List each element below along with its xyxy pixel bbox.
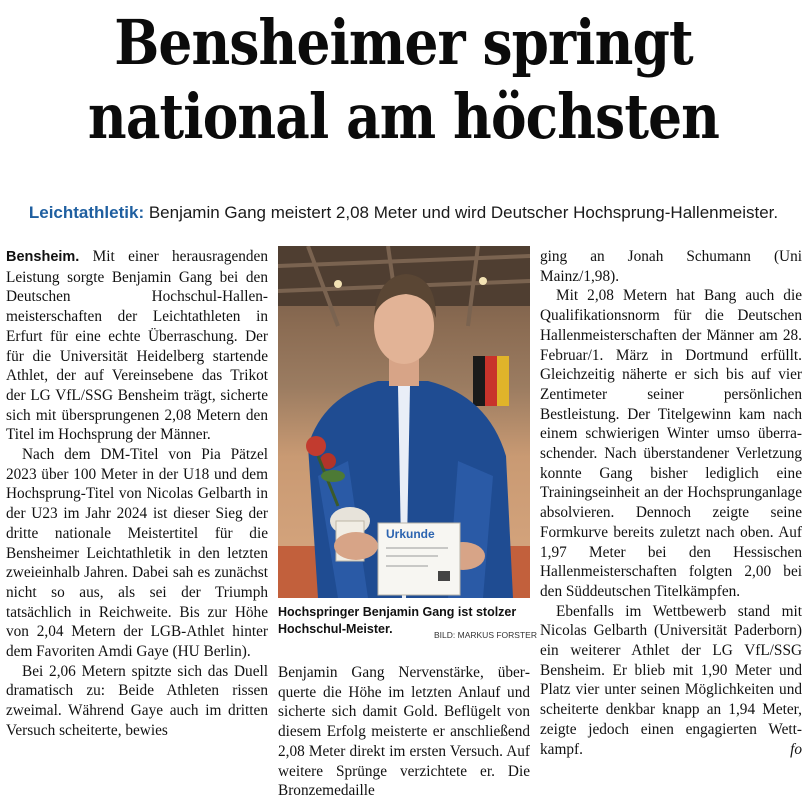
section-kicker: Leichtathletik: — [28, 203, 145, 222]
headline — [56, 6, 750, 154]
athlete-photo — [278, 246, 530, 598]
paragraph: Benjamin Gang Nervenstärke, überquerte die Höhe im letzten Anlauf und sicherte sich damit Gold. Beflügelt von diesem Erfolg meisterte er anschließend 2,08 Meter direkt im ersten Versuch. Auf weitere Sprünge verzichtete er. Die Bronzemedaille — [278, 664, 530, 800]
subheadline-text: Benjamin Gang meistert 2,08 Meter und wird Deutscher Hochsprung-Hallenmeister. — [144, 203, 779, 222]
paragraph: ging an Jonah Schumann (Uni Mainz/1,98). — [540, 248, 802, 285]
certificate-title: Urkunde — [386, 527, 435, 541]
paragraph: Mit 2,08 Metern hat Bang auch die Qualifikationsnorm für die Deutschen Hallenmeisterschaften der Männer am 28. Februar/1. März in Dortmund erfüllt. Gleichzeitig näherte er sich bis auf vier Zentimeter seiner persönlichen Bestleistung. Der Titelgewinn kam nach einem schwierigen Winter umso überraschender. Nach überstandener Verletzung konnte Gang bisher lediglich eine Trainingseinheit an der Hochsprunganlage absolvieren. Dennoch zeigte seine Formkurve bereits zuletzt nach oben. Auf 1,97 Meter bei den Hessischen Hallenmeisterschaften folgten 2,00 bei den Süddeutschen Titelkämpfen. — [540, 287, 802, 600]
article-column-3 — [540, 247, 802, 759]
subheadline — [0, 203, 807, 223]
headline-line-1: Bensheimer springt — [114, 6, 693, 79]
article-column-1 — [6, 247, 268, 741]
paragraph — [540, 602, 802, 760]
photo-caption: Hochspringer Benjamin Gang ist stolzer Hochschul-Meister. — [278, 605, 517, 636]
athlete-illustration — [278, 246, 530, 598]
article-column-2 — [278, 663, 530, 801]
dateline: Bensheim. — [6, 249, 80, 265]
paragraph-text: Ebenfalls im Wettbewerb stand mit Nicolas Gelbarth (Universität Paderborn) ein weiterer Athlet der LG VfL/SSG Bensheim. Er blieb mit 1,90 Meter und Platz vier unter seinen Möglichkeiten und scheiterte denkbar knapp an 1,94 Meter, zeigte jedoch einen engagierten Wettkampf. — [540, 602, 802, 758]
author-signature: fo — [790, 740, 802, 758]
paragraph: Nach dem DM-Titel von Pia Pätzel 2023 über 100 Meter in der U18 und dem Hochsprung-Titel von Nicolas Gelbarth in der U23 im Jahr 2024 ist dieser Sieg der dritte nationale Meistertitel für die Bensheimer Leichtathletik in den letzten zweieinhalb Jahren. Dabei sah es zunächst nicht so aus, als sei der Triumph tatsächlich in Reichweite. Bis zur Höhe von 2,04 Metern der LGB-Athlet hinter dem Favoriten Amdi Gaye (HU Berlin). — [6, 446, 268, 661]
paragraph-text: Mit einer herausragenden Leistung sorgte Benjamin Gang bei den Deutschen Hochschul-Hallenmeisterschaften der Leichtathleten in Erfurt für eine echte Überraschung. Der für die Universität Heidelberg startende Athlet, der auf Vereinsebene das Trikot der LG VfL/SSG Bensheim trägt, sicherte sich mit übersprungenen 2,08 Metern den Titel im Hochsprung der Männer. — [6, 248, 268, 444]
photo-credit: BILD: MARKUS FORSTER — [434, 630, 537, 640]
paragraph — [6, 247, 268, 445]
paragraph: Bei 2,06 Metern spitzte sich das Duell dramatisch zu: Beide Athleten rissen zweimal. Während Gaye auch im dritten Versuch scheiterte, bewies — [6, 662, 268, 739]
headline-line-2: national am höchsten — [87, 80, 720, 153]
